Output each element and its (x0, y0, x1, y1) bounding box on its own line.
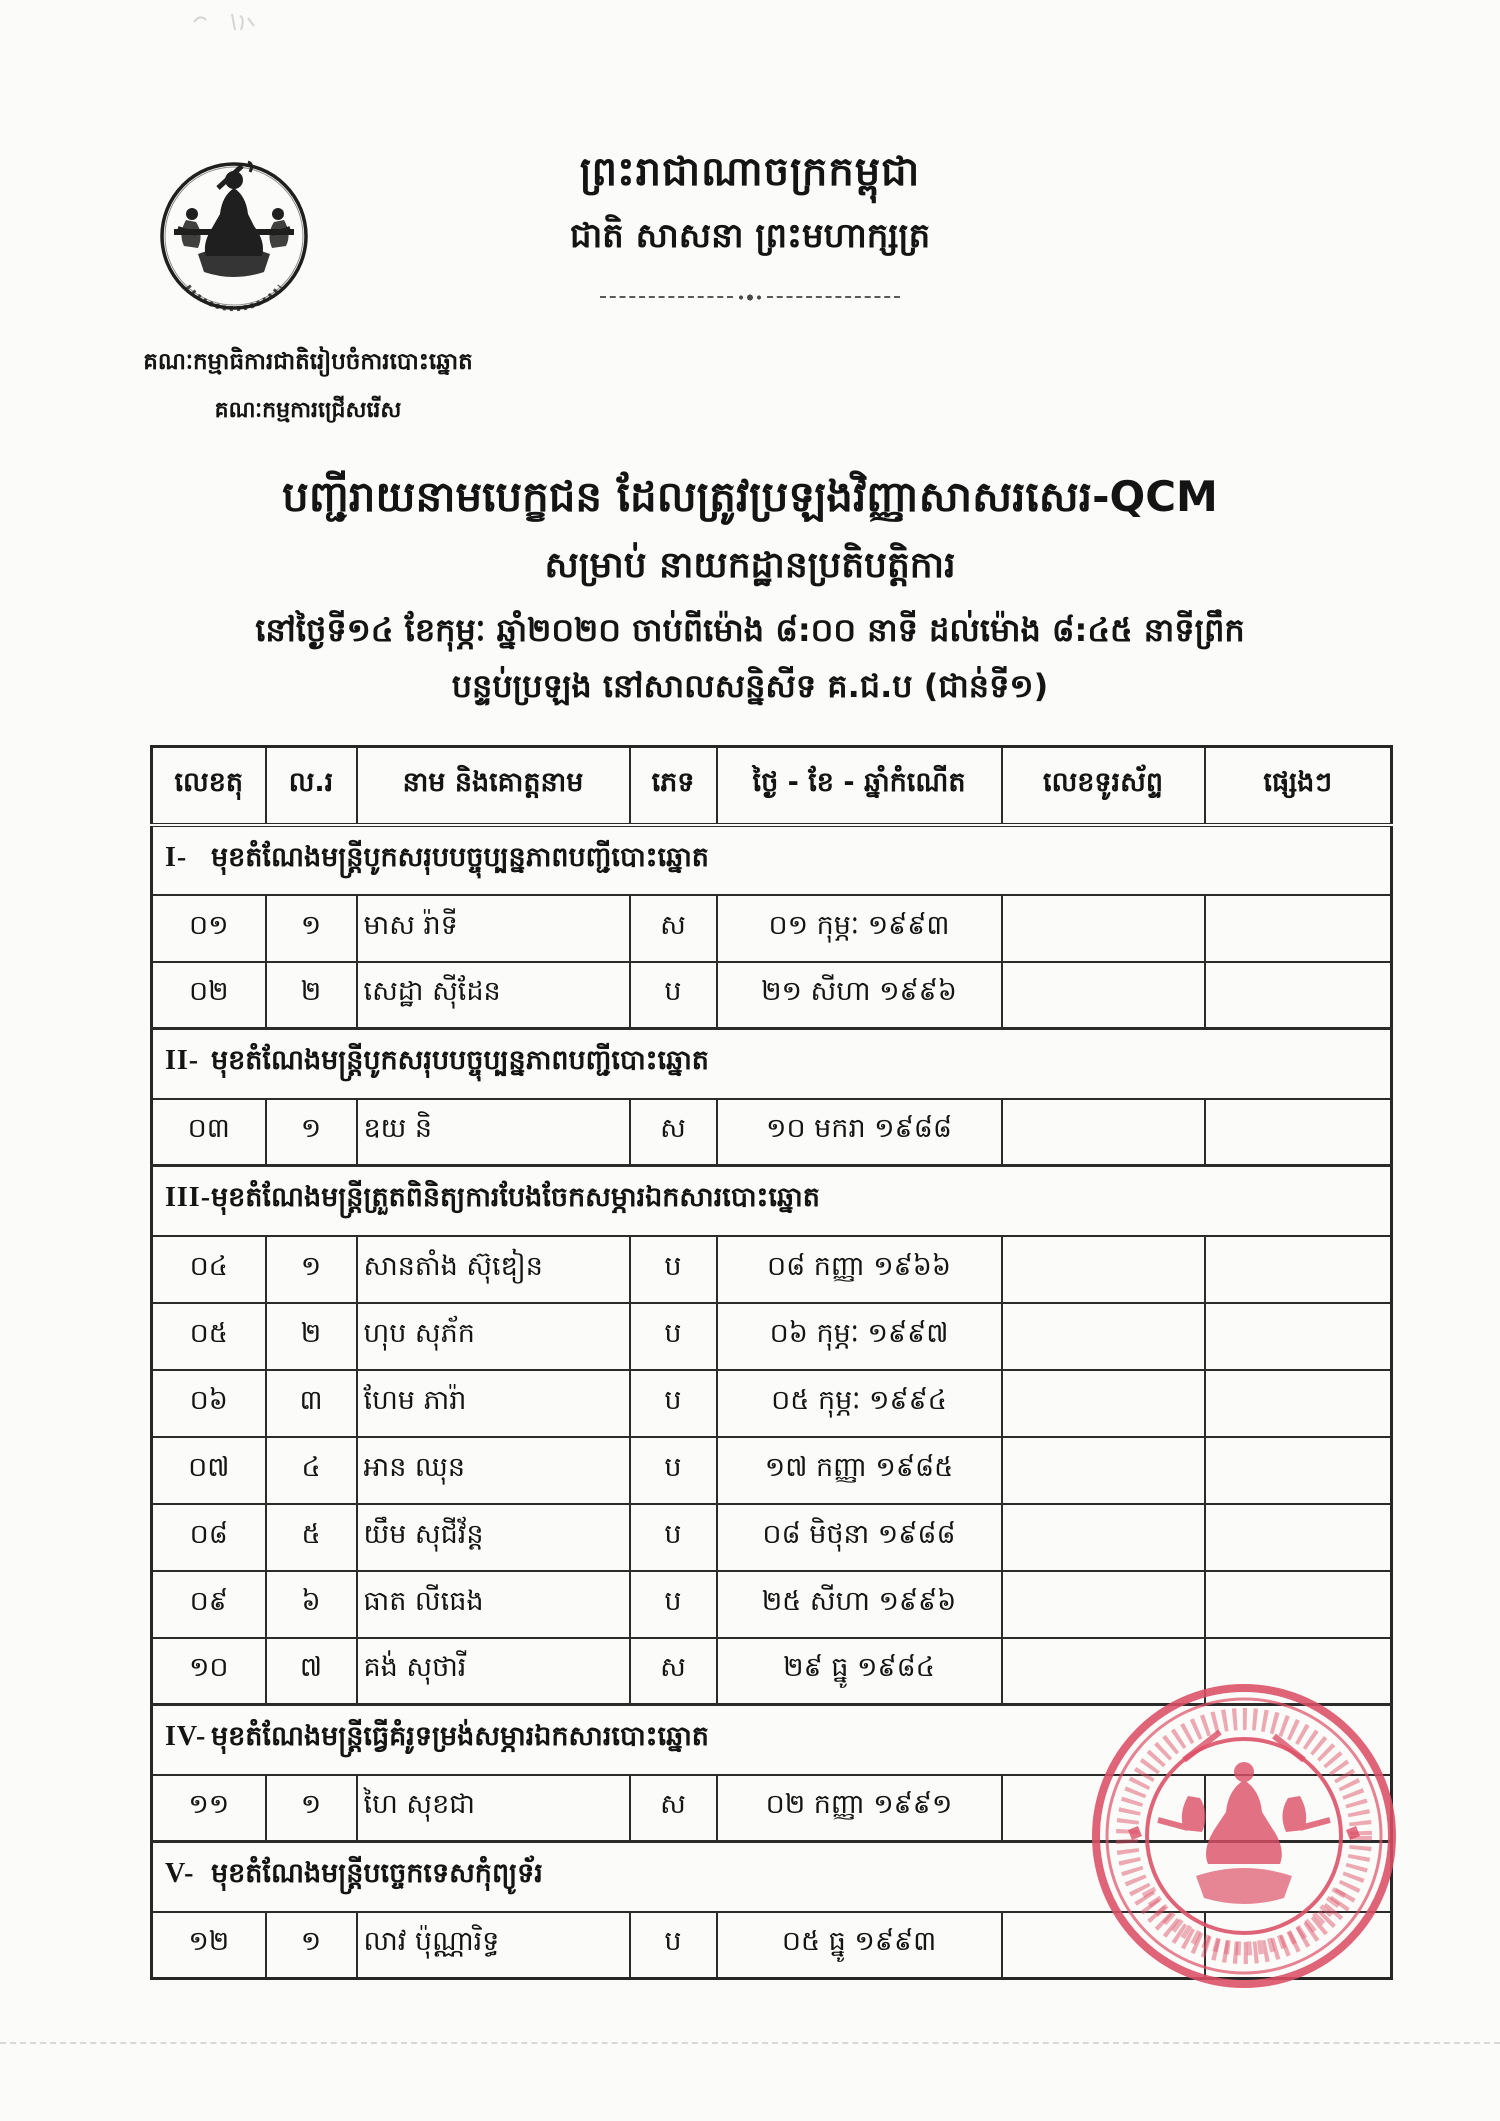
other-cell (1205, 1099, 1392, 1166)
serial-cell: ៦ (266, 1571, 357, 1638)
dob-cell: ១០ មករា ១៩៨៨ (717, 1099, 1002, 1166)
section-title: មុខតំណែងមន្ត្រីបច្ចេកទេសកុំព្យូទ័រ (211, 1858, 543, 1890)
doc-title-line-4: បន្ទប់ប្រឡង នៅសាលសន្និសីទ គ.ជ.ប (ជាន់ទី១) (451, 667, 1049, 705)
dob-cell: ០៥ កុម្ភៈ ១៩៩៤ (717, 1370, 1002, 1437)
dob-cell: ២១ សីហា ១៩៩៦ (717, 962, 1002, 1029)
phone-cell (1002, 1775, 1205, 1842)
col-header-name: នាម និងគោត្តនាម (357, 747, 630, 825)
section-numeral: I- (165, 841, 188, 873)
other-cell (1205, 1236, 1392, 1303)
other-cell (1205, 1912, 1392, 1979)
serial-cell: ៣ (266, 1370, 357, 1437)
name-cell: គង់ សុថារី (357, 1638, 630, 1705)
issuer-line-1: គណៈកម្មាធិការជាតិរៀបចំការបោះឆ្នោត (143, 349, 473, 375)
gender-cell: ប (630, 1912, 717, 1979)
section-title: មុខតំណែងមន្ត្រីបូកសរុបបច្ចុប្បន្នភាពបញ្ជីបោះឆ្នោត (211, 1045, 709, 1077)
section-numeral: II- (165, 1045, 200, 1077)
divider-knot-icon (737, 293, 763, 302)
other-cell (1205, 962, 1392, 1029)
desk-cell: ០៥ (152, 1303, 266, 1370)
divider-dash-right (767, 296, 900, 298)
gender-cell: ស (630, 1638, 717, 1705)
other-cell (1205, 895, 1392, 962)
doc-title-line-2: សម្រាប់ នាយកដ្ឋានប្រតិបត្តិការ (544, 545, 956, 586)
divider-dash-left (600, 296, 733, 298)
pencil-scan-marks (188, 8, 268, 42)
phone-cell (1002, 1099, 1205, 1166)
name-cell: សានតាំង ស៊ុឌៀន (357, 1236, 630, 1303)
candidate-row (152, 1437, 1392, 1504)
serial-cell: ២ (266, 1303, 357, 1370)
section-row (152, 1166, 1392, 1236)
serial-cell: ១ (266, 895, 357, 962)
kingdom-header-line: ព្រះរាជាណាចក្រកម្ពុជា (579, 149, 921, 195)
candidate-row (152, 1571, 1392, 1638)
desk-cell: ១១ (152, 1775, 266, 1842)
serial-cell: ១ (266, 1099, 357, 1166)
gender-cell: ប (630, 1571, 717, 1638)
section-row (152, 825, 1392, 895)
desk-cell: ០៩ (152, 1571, 266, 1638)
table-header-row (152, 747, 1392, 825)
dob-cell: ០២ កញ្ញា ១៩៩១ (717, 1775, 1002, 1842)
desk-cell: ០១ (152, 895, 266, 962)
desk-cell: ០៣ (152, 1099, 266, 1166)
candidate-row (152, 1775, 1392, 1842)
desk-cell: ១២ (152, 1912, 266, 1979)
gender-cell: ប (630, 1504, 717, 1571)
section-title: មុខតំណែងមន្ត្រីត្រួតពិនិត្យការបែងចែកសម្ភារឯកសារបោះឆ្នោត (211, 1182, 820, 1214)
name-cell: យឹម សុជីវ័ន្ត (357, 1504, 630, 1571)
other-cell (1205, 1437, 1392, 1504)
section-title: មុខតំណែងមន្ត្រីបូកសរុបបច្ចុប្បន្នភាពបញ្ជីបោះឆ្នោត (211, 841, 709, 873)
doc-title-line-3: នៅថ្ងៃទី១៤ ខែកុម្ភៈ ឆ្នាំ២០២០ ចាប់ពីម៉ោង ៨:០០ នាទី ដល់ម៉ោង ៨:៤៥ នាទីព្រឹក (255, 611, 1245, 649)
other-cell (1205, 1303, 1392, 1370)
dob-cell: ១៧ កញ្ញា ១៩៨៥ (717, 1437, 1002, 1504)
dob-cell: ២៥ សីហា ១៩៩៦ (717, 1571, 1002, 1638)
name-cell: ធាត លីធេង (357, 1571, 630, 1638)
gender-cell: ប (630, 1303, 717, 1370)
gender-cell: ប (630, 1370, 717, 1437)
nec-emblem-icon (158, 136, 310, 340)
scan-artifact-line (0, 2042, 1500, 2044)
name-cell: ឧយ និ (357, 1099, 630, 1166)
col-header-gender: ភេទ (630, 747, 717, 825)
phone-cell (1002, 1303, 1205, 1370)
phone-cell (1002, 1370, 1205, 1437)
name-cell: អាន ឈុន (357, 1437, 630, 1504)
desk-cell: ០៦ (152, 1370, 266, 1437)
section-title: មុខតំណែងមន្ត្រីធ្វើគំរូទម្រង់សម្ភារឯកសារបោះឆ្នោត (211, 1721, 709, 1753)
section-row (152, 1705, 1392, 1775)
serial-cell: ៤ (266, 1437, 357, 1504)
candidate-row (152, 1099, 1392, 1166)
name-cell: មាស រ៉ាទី (357, 895, 630, 962)
dob-cell: ០៨ មិថុនា ១៩៨៨ (717, 1504, 1002, 1571)
name-cell: លាវ ប៉ុណ្ណារិទ្ធ (357, 1912, 630, 1979)
name-cell: ហែម ភារ៉ា (357, 1370, 630, 1437)
other-cell (1205, 1370, 1392, 1437)
gender-cell: ប (630, 1236, 717, 1303)
candidate-row (152, 1236, 1392, 1303)
other-cell (1205, 1504, 1392, 1571)
phone-cell (1002, 1236, 1205, 1303)
candidate-row (152, 895, 1392, 962)
gender-cell: ប (630, 962, 717, 1029)
desk-cell: ០២ (152, 962, 266, 1029)
phone-cell (1002, 1437, 1205, 1504)
col-header-other: ផ្សេងៗ (1205, 747, 1392, 825)
candidate-row (152, 1638, 1392, 1705)
section-numeral: III- (165, 1182, 212, 1214)
col-header-serial: ល.រ (266, 747, 357, 825)
gender-cell: ស (630, 895, 717, 962)
other-cell (1205, 1638, 1392, 1705)
phone-cell (1002, 1912, 1205, 1979)
col-header-desk-number: លេខតុ (152, 747, 266, 825)
desk-cell: ១០ (152, 1638, 266, 1705)
serial-cell: ៧ (266, 1638, 357, 1705)
candidate-row (152, 962, 1392, 1029)
dob-cell: ០១ កុម្ភៈ ១៩៩៣ (717, 895, 1002, 962)
gender-cell: ស (630, 1099, 717, 1166)
section-row (152, 1842, 1392, 1912)
header-divider-ornament (600, 292, 900, 302)
serial-cell: ១ (266, 1775, 357, 1842)
serial-cell: ៥ (266, 1504, 357, 1571)
name-cell: សេដ្ឋា ស៊ីដែន (357, 962, 630, 1029)
dob-cell: ០៥ ធ្នូ ១៩៩៣ (717, 1912, 1002, 1979)
section-numeral: V- (165, 1858, 195, 1890)
section-row (152, 1029, 1392, 1099)
phone-cell (1002, 1504, 1205, 1571)
desk-cell: ០៧ (152, 1437, 266, 1504)
name-cell: ហុប សុភ័ក (357, 1303, 630, 1370)
dob-cell: ០៦ កុម្ភៈ ១៩៩៧ (717, 1303, 1002, 1370)
candidate-row (152, 1504, 1392, 1571)
dob-cell: ០៨ កញ្ញា ១៩៦៦ (717, 1236, 1002, 1303)
phone-cell (1002, 1571, 1205, 1638)
candidate-row (152, 1303, 1392, 1370)
other-cell (1205, 1775, 1392, 1842)
dob-cell: ២៩ ធ្នូ ១៩៨៤ (717, 1638, 1002, 1705)
candidate-row (152, 1370, 1392, 1437)
gender-cell: ស (630, 1775, 717, 1842)
serial-cell: ១ (266, 1912, 357, 1979)
phone-cell (1002, 1638, 1205, 1705)
section-numeral: IV- (165, 1721, 207, 1753)
serial-cell: ២ (266, 962, 357, 1029)
issuer-line-2: គណៈកម្មការជ្រើសរើស (214, 398, 402, 423)
desk-cell: ០៤ (152, 1236, 266, 1303)
other-cell (1205, 1571, 1392, 1638)
desk-cell: ០៨ (152, 1504, 266, 1571)
candidate-row (152, 1912, 1392, 1979)
candidates-table (150, 745, 1393, 1980)
gender-cell: ប (630, 1437, 717, 1504)
phone-cell (1002, 895, 1205, 962)
name-cell: ហៃ សុខជា (357, 1775, 630, 1842)
phone-cell (1002, 962, 1205, 1029)
motto-line: ជាតិ សាសនា ព្រះមហាក្សត្រ (569, 216, 931, 256)
doc-title-line-1: បញ្ជីរាយនាមបេក្ខជន ដែលត្រូវប្រឡងវិញ្ញាសាសរសេរ-QCM (282, 472, 1218, 521)
col-header-phone: លេខទូរស័ព្ទ (1002, 747, 1205, 825)
serial-cell: ១ (266, 1236, 357, 1303)
col-header-dob: ថ្ងៃ - ខែ - ឆ្នាំកំណើត (717, 747, 1002, 825)
